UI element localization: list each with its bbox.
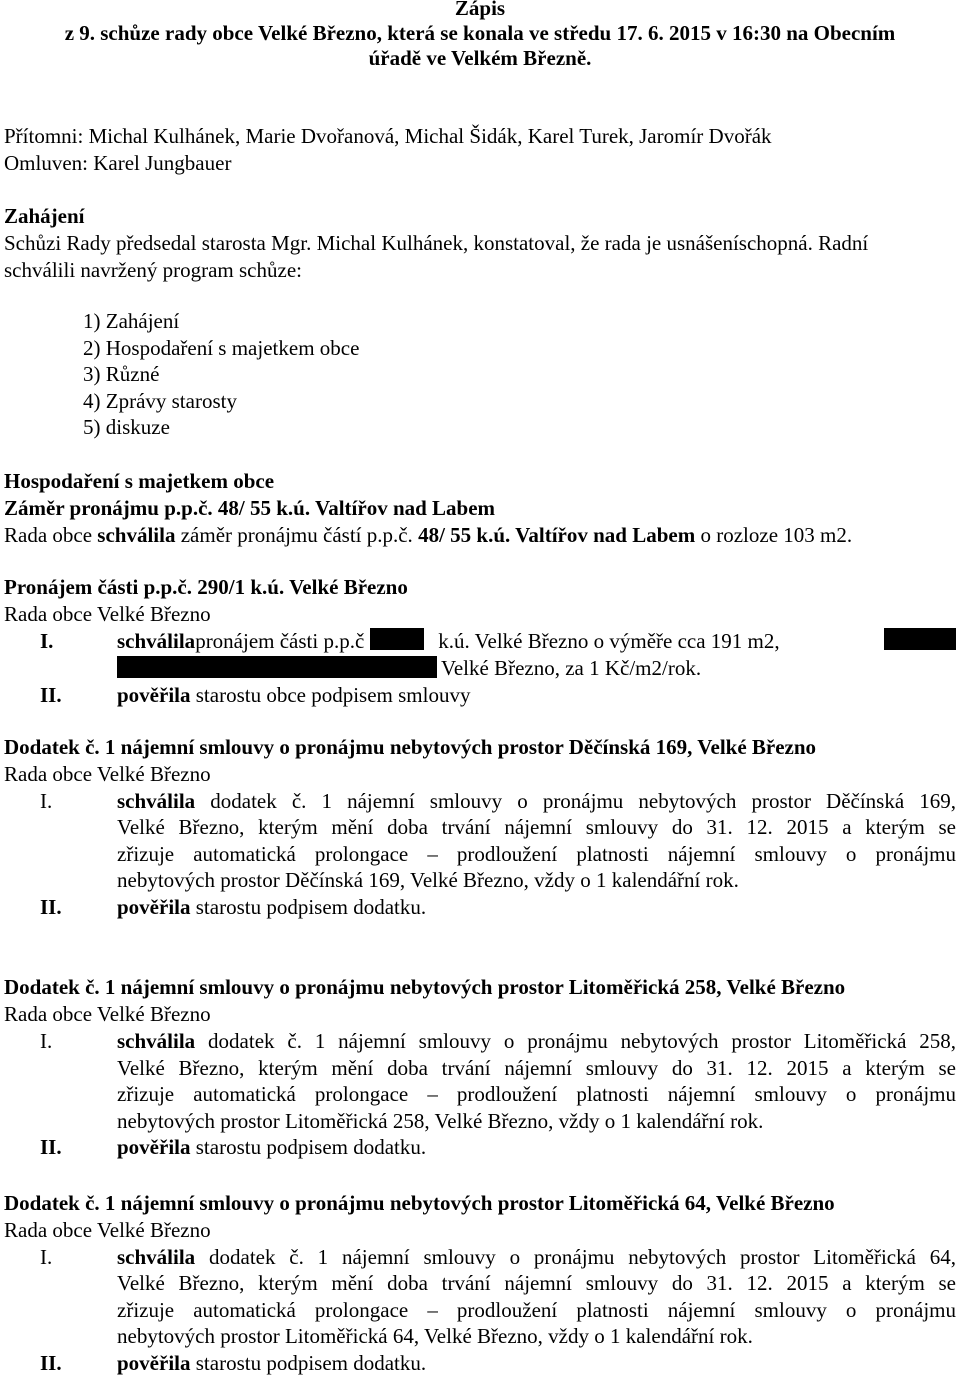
- program-item: 2) Hospodaření s majetkem obce: [83, 335, 360, 360]
- property-section: [4, 468, 956, 709]
- lease-290-council: Rada obce Velké Březno: [4, 601, 211, 626]
- lease-intent-resolution: Rada obce schválila záměr pronájmu částí p.p.č. 48/ 55 k.ú. Valtířov nad Labem o rozloze 103 m2.: [4, 522, 853, 547]
- attendance-section: [4, 123, 956, 177]
- program-list: [4, 308, 956, 441]
- attendance-present: Přítomni: Michal Kulhánek, Marie Dvořanová, Michal Šidák, Karel Turek, Jaromír Dvořák: [4, 124, 772, 148]
- addendum-council: Rada obce Velké Březno: [4, 761, 211, 786]
- lease-290-resolution-ii: II. pověřila starostu obce podpisem smlouvy: [40, 682, 471, 707]
- addendum-resolution-ii: II. pověřila starostu podpisem dodatku.: [40, 894, 427, 919]
- addendum-section: [4, 974, 956, 1161]
- addendum-section: [4, 734, 956, 921]
- document-title: Zápis: [454, 0, 506, 20]
- redaction-bar: [884, 628, 956, 650]
- addendum-title: Dodatek č. 1 nájemní smlouvy o pronájmu nebytových prostor Litoměřická 64, Velké Březno: [4, 1190, 835, 1215]
- program-item: 3) Různé: [83, 362, 160, 387]
- lease-290-resolution-i: I. schválila pronájem části p.p.č k.ú. Velké Březno o výměře cca 191 m2, Velké Březno, za 1 Kč/m2/rok.: [4, 628, 956, 682]
- opening-text-line-1: Schůzi Rady předsedal starosta Mgr. Michal Kulhánek, konstatoval, že rada je usnášeníschopná. Radní: [4, 231, 869, 255]
- addendum-resolution-i: I. schválila dodatek č. 1 nájemní smlouvy o pronájmu nebytových prostor Litoměřická 258, Velké Březno, kterým mění doba trvání nájemní smlouvy do 31. 12. 2015 a kterým se zřizuje automatická prolongace – prodloužení platnosti nájemní smlouvy o pronájmu nebytových prostor Litoměřická 258, Velké Březno, vždy o 1 kalendářní rok.: [40, 1029, 956, 1133]
- document-subtitle-line-2: úřadě ve Velkém Březně.: [368, 46, 592, 70]
- program-item: 1) Zahájení: [83, 309, 180, 333]
- addendum-section: [4, 1190, 956, 1377]
- addendum-resolution-i: I. schválila dodatek č. 1 nájemní smlouvy o pronájmu nebytových prostor Děčínská 169, Velké Březno, kterým mění doba trvání nájemní smlouvy do 31. 12. 2015 a kterým se zřizuje automatická prolongace – prodloužení platnosti nájemní smlouvy o pronájmu nebytových prostor Děčínská 169, Velké Březno, vždy o 1 kalendářní rok.: [40, 788, 956, 893]
- addendum-council: Rada obce Velké Březno: [4, 1217, 211, 1242]
- opening-text-line-2: schválili navržený program schůze:: [4, 258, 302, 282]
- program-item: 4) Zprávy starosty: [83, 388, 237, 413]
- addendum-title: Dodatek č. 1 nájemní smlouvy o pronájmu nebytových prostor Děčínská 169, Velké Březno: [4, 734, 817, 759]
- lease-290-title: Pronájem části p.p.č. 290/1 k.ú. Velké Březno: [4, 574, 408, 599]
- addendum-resolution-i: I. schválila dodatek č. 1 nájemní smlouvy o pronájmu nebytových prostor Litoměřická 64, Velké Březno, kterým mění doba trvání nájemní smlouvy do 31. 12. 2015 a kterým se zřizuje automatická prolongace – prodloužení platnosti nájemní smlouvy o pronájmu nebytových prostor Litoměřická 64, Velké Březno, vždy o 1 kalendářní rok.: [40, 1244, 956, 1349]
- lease-intent-title: Záměr pronájmu p.p.č. 48/ 55 k.ú. Valtířov nad Labem: [4, 495, 496, 520]
- addendum-title: Dodatek č. 1 nájemní smlouvy o pronájmu nebytových prostor Litoměřická 258, Velké Březno: [4, 975, 846, 1000]
- property-heading: Hospodaření s majetkem obce: [4, 468, 275, 493]
- opening-section: [4, 203, 956, 284]
- program-item: 5) diskuze: [83, 415, 170, 440]
- attendance-excused: Omluven: Karel Jungbauer: [4, 151, 232, 175]
- redaction-bar: [117, 656, 437, 678]
- document-page: [4, 0, 956, 1376]
- redaction-bar: [370, 628, 424, 650]
- addendum-resolution-ii: II. pověřila starostu podpisem dodatku.: [40, 1135, 427, 1160]
- addendum-resolution-ii: II. pověřila starostu podpisem dodatku.: [40, 1350, 427, 1375]
- document-subtitle-line-1: z 9. schůze rady obce Velké Březno, která se konala ve středu 17. 6. 2015 v 16:30 na Obecním: [64, 21, 896, 45]
- addendum-council: Rada obce Velké Březno: [4, 1002, 211, 1027]
- opening-heading: Zahájení: [4, 204, 85, 228]
